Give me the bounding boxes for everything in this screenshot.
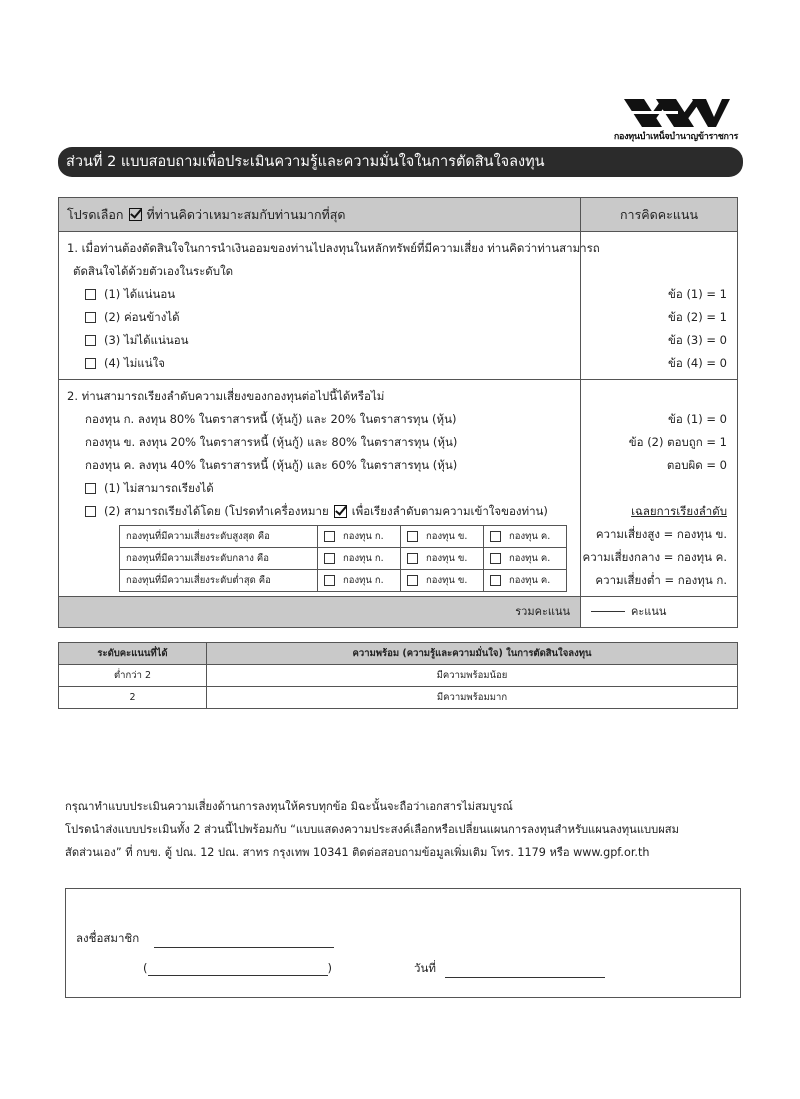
note-line-2: โปรดนำส่งแบบประเมินทั้ง 2 ส่วนนี้ไปพร้อมกับ “แบบแสดงความประสงค์เลือกหรือเปลี่ยนแผนการลงทุนสำหรับแผนลงทุนแบบผสม [65,823,679,836]
checkbox-icon[interactable] [85,335,96,346]
instruction-suffix: ที่ท่านคิดว่าเหมาะสมกับท่านมากที่สุด [146,207,346,222]
rank-option-fund-a[interactable]: กองทุน ก. [318,570,401,592]
instruction-prefix: โปรดเลือก [67,207,124,222]
rank-label: กองทุนที่มีความเสี่ยงระดับสูงสุด คือ [120,526,318,548]
q1-option-2[interactable]: (2) ค่อนข้างได้ [67,306,572,329]
questionnaire-header-row [59,198,737,232]
rank-option-fund-c[interactable]: กองทุน ค. [484,548,567,570]
q2-score-2: ข้อ (2) ตอบถูก = 1 [628,435,727,449]
note-line-1: กรุณาทำแบบประเมินความเสี่ยงด้านการลงทุนให้ครบทุกข้อ มิฉะนั้นจะถือว่าเอกสารไม่สมบูรณ์ [65,800,513,813]
checkbox-icon[interactable] [85,483,96,494]
checkbox-icon[interactable] [407,575,418,586]
answer-low: ความเสี่ยงต่ำ = กองทุน ก. [595,573,727,587]
q2-score-1: ข้อ (1) = 0 [668,412,727,426]
q2-option-2[interactable]: (2) สามารถเรียงได้โดย (โปรดทำเครื่องหมาย เพื่อเรียงลำดับตามความเข้าใจของท่าน) [67,500,572,523]
checkbox-icon[interactable] [490,575,501,586]
answer-high: ความเสี่ยงสูง = กองทุน ข. [595,527,727,541]
checkbox-icon[interactable] [324,575,335,586]
checked-box-icon [129,208,142,221]
level-header-row [59,643,738,665]
checked-box-icon [334,505,347,518]
q2-score-3: ตอบผิด = 0 [666,458,727,472]
question-2-text: 2. ท่านสามารถเรียงลำดับความเสี่ยงของกองทุนต่อไปนี้ได้หรือไม่ [67,389,385,403]
checkbox-icon[interactable] [85,289,96,300]
date-field[interactable] [445,963,605,978]
question-1-text-line1: 1. เมื่อท่านต้องตัดสินใจในการนำเงินออมของท่านไปลงทุนในหลักทรัพย์ที่มีความเสี่ยง ท่านคิดว่าท่านสามารถ [67,241,600,255]
checkbox-icon[interactable] [490,553,501,564]
question-1-cell [59,232,600,379]
q1-score-3: ข้อ (3) = 0 [668,333,727,347]
rank-option-fund-b[interactable]: กองทุน ข. [401,548,484,570]
instruction-cell [59,198,581,231]
q1-score-1: ข้อ (1) = 1 [668,287,727,301]
sign-label: ลงชื่อสมาชิก [76,931,140,945]
question-1-text-line2: ตัดสินใจได้ด้วยตัวเองในระดับใด [73,264,234,278]
total-score-blank[interactable] [591,597,625,612]
section-title-bar: ส่วนที่ 2 แบบสอบถามเพื่อประเมินความรู้และความมั่นใจในการตัดสินใจลงทุน [58,147,743,177]
checkbox-icon[interactable] [324,553,335,564]
rank-option-fund-b[interactable]: กองทุน ข. [401,526,484,548]
fund-b-description: กองทุน ข. ลงทุน 20% ในตราสารหนี้ (หุ้นกู้) และ 80% ในตราสารทุน (หุ้น) [85,435,458,449]
rank-option-fund-a[interactable]: กองทุน ก. [318,548,401,570]
printed-name-field[interactable] [148,961,328,976]
q1-option-4[interactable]: (4) ไม่แน่ใจ [67,352,572,375]
question-1-row [59,232,737,380]
question-2-row [59,380,737,597]
rank-option-fund-a[interactable]: กองทุน ก. [318,526,401,548]
level-header-readiness: ความพร้อม (ความรู้และความมั่นใจ) ในการตัดสินใจลงทุน [207,643,738,665]
rank-option-fund-c[interactable]: กองทุน ค. [484,570,567,592]
score-header: การคิดคะแนน [619,207,698,222]
total-unit: คะแนน [631,605,667,618]
logo-org-name: กองทุนบำเหน็จบำนาญข้าราชการ [613,132,738,142]
signature-box: ลงชื่อสมาชิก ( ) วันที่ [65,888,741,998]
checkbox-icon[interactable] [85,506,96,517]
total-score-row [59,597,737,627]
submission-notes [65,795,745,864]
rank-option-fund-c[interactable]: กองทุน ค. [484,526,567,548]
rank-option-fund-b[interactable]: กองทุน ข. [401,570,484,592]
questionnaire-table [58,197,738,628]
q1-score-2: ข้อ (2) = 1 [668,310,727,324]
gpf-logo [600,97,740,145]
table-row: ต่ำกว่า 2 มีความพร้อมน้อย [59,665,738,687]
checkbox-icon[interactable] [85,358,96,369]
q1-option-3[interactable]: (3) ไม่ได้แน่นอน [67,329,572,352]
note-line-3: สัดส่วนเอง” ที่ กบข. ตู้ ปณ. 12 ปณ. สาทร กรุงเทพ 10341 ติดต่อสอบถามข้อมูลเพิ่มเติม โทร. 1179 หรือ www.gpf.or.th [65,846,650,859]
checkbox-icon[interactable] [490,531,501,542]
question-1-scores [581,232,737,379]
rank-row-middle [120,548,567,570]
readiness-level-table [58,642,738,709]
rank-row-highest [120,526,567,548]
question-2-cell [59,380,581,596]
q1-score-4: ข้อ (4) = 0 [668,356,727,370]
total-score-field[interactable] [581,597,737,627]
logo-mark-icon [622,97,732,129]
fund-c-description: กองทุน ค. ลงทุน 40% ในตราสารหนี้ (หุ้นกู้) และ 60% ในตราสารทุน (หุ้น) [85,458,458,472]
q1-option-1[interactable]: (1) ได้แน่นอน [67,283,572,306]
checkbox-icon[interactable] [85,312,96,323]
table-row: 2 มีความพร้อมมาก [59,687,738,709]
checkbox-icon[interactable] [407,553,418,564]
question-2-scores [581,380,737,596]
checkbox-icon[interactable] [407,531,418,542]
q2-option-1[interactable]: (1) ไม่สามารถเรียงได้ [67,477,572,500]
answer-key-title: เฉลยการเรียงลำดับ [631,504,727,518]
date-label: วันที่ [414,961,436,975]
level-header-score: ระดับคะแนนที่ได้ [59,643,207,665]
signature-field[interactable] [154,933,334,948]
rank-row-lowest [120,570,567,592]
checkbox-icon[interactable] [324,531,335,542]
rank-label: กองทุนที่มีความเสี่ยงระดับต่ำสุด คือ [120,570,318,592]
total-label: รวมคะแนน [59,597,581,627]
answer-middle: ความเสี่ยงกลาง = กองทุน ค. [582,550,727,564]
rank-label: กองทุนที่มีความเสี่ยงระดับกลาง คือ [120,548,318,570]
risk-ranking-table [119,525,567,592]
fund-a-description: กองทุน ก. ลงทุน 80% ในตราสารหนี้ (หุ้นกู้) และ 20% ในตราสารทุน (หุ้น) [85,412,457,426]
